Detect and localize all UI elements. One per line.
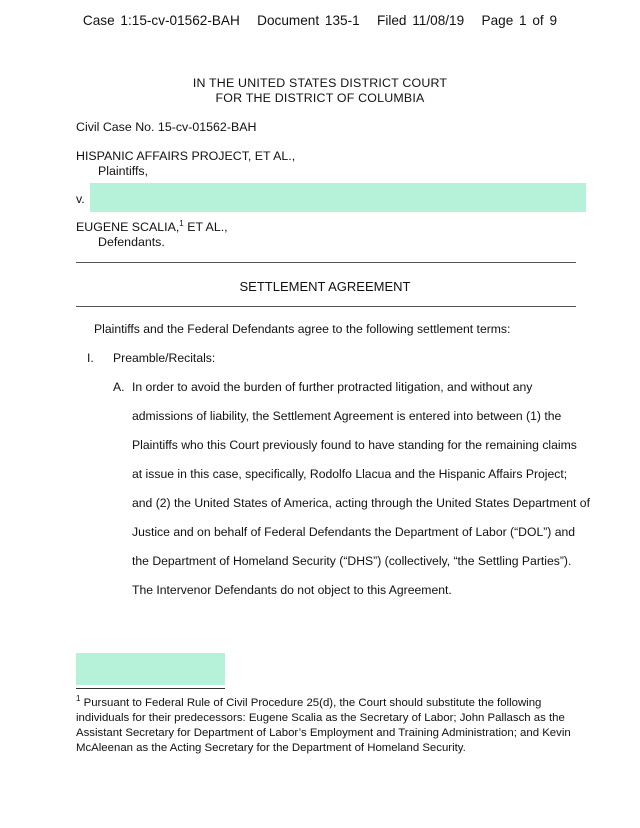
redaction-highlight [90,183,586,212]
court-name-line2: FOR THE DISTRICT OF COLUMBIA [215,91,425,105]
recital-line: admissions of liability, the Settlement Agreement is entered into between (1) the [132,409,562,423]
filing-header [0,13,640,28]
intro-paragraph: Plaintiffs and the Federal Defendants agree to the following settlement terms: [94,322,511,336]
recital-line: Justice and on behalf of Federal Defendants the Department of Labor (“DOL”) and [132,525,576,539]
section-number: I. [87,351,94,365]
recital-line: The Intervenor Defendants do not object to this Agreement. [132,583,452,597]
section-heading: Preamble/Recitals: [113,351,216,365]
defendant-role: Defendants. [98,235,165,249]
civil-case-number: Civil Case No. 15-cv-01562-BAH [76,120,257,134]
defendant-name-text: EUGENE SCALIA, [76,220,180,234]
court-name-line1: IN THE UNITED STATES DISTRICT COURT [192,76,448,90]
footnote-number: 1 [76,694,81,704]
case-number: Case 1:15-cv-01562-BAH [82,13,240,28]
versus: v. [76,192,85,206]
recital-line: at issue in this case, specifically, Rodolfo Llacua and the Hispanic Affairs Project; [132,467,568,481]
defendant-name [76,220,228,234]
recital-line: the Department of Homeland Security (“DHS”) (collectively, “the Settling Parties”). [132,554,572,568]
page-indicator: Page 1 of 9 [481,13,558,28]
footnote [76,696,576,756]
redaction-highlight-footnote [76,653,225,685]
footnote-ref[interactable]: 1 [179,218,184,228]
document-number: Document 135-1 [257,13,360,28]
item-letter: A. [113,380,125,394]
document-title: SETTLEMENT AGREEMENT [239,279,411,294]
defendant-name-rest: ET AL., [183,220,228,234]
plaintiff-role: Plaintiffs, [98,164,149,178]
footnote-text: Pursuant to Federal Rule of Civil Procedure 25(d), the Court should substitute the following individuals for their predecessors: Eugene Scalia as the Secretary of Labor; John Pallasch as the Assistant Secretary for Department of Labor’s Employment and Training Administration; and Kevin McAleenan as the Acting Secretary for the Department of Homeland Security. [76,697,571,754]
divider-top [76,262,576,263]
footnote-separator [76,688,225,689]
divider-bottom [76,306,576,307]
recital-line: Plaintiffs who this Court previously found to have standing for the remaining claims [132,438,577,452]
filed-date: Filed 11/08/19 [377,13,465,28]
plaintiff-name: HISPANIC AFFAIRS PROJECT, ET AL., [76,149,296,163]
recital-line: In order to avoid the burden of further protracted litigation, and without any [132,380,533,394]
recital-line: and (2) the United States of America, acting through the United States Department of [132,496,590,510]
